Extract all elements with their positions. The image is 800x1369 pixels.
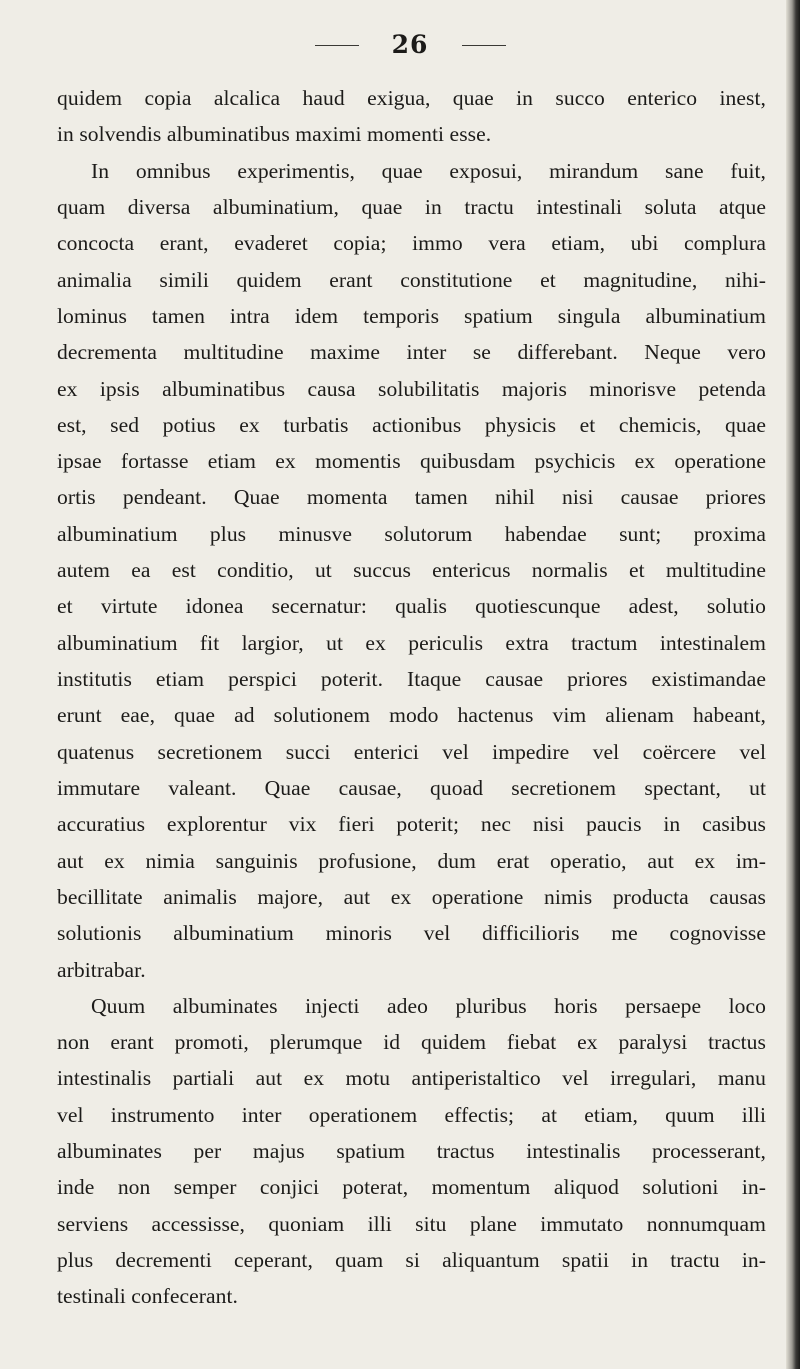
text-line: est, sed potius ex turbatis actionibus physicis et chemicis, quae	[57, 412, 766, 437]
text-line: autem ea est conditio, ut succus entericus normalis et multitudine	[57, 558, 766, 583]
header-rule-right	[462, 45, 506, 46]
text-line: albuminatium plus minusve solutorum habendae sunt; proxima	[57, 521, 766, 546]
header-rule-left	[315, 45, 359, 46]
text-line: vel instrumento inter operationem effectis; at etiam, quum illi	[57, 1102, 766, 1127]
text-line: non erant promoti, plerumque id quidem fiebat ex paralysi tractus	[57, 1030, 766, 1055]
text-line: concocta erant, evaderet copia; immo vera etiam, ubi complura	[57, 231, 766, 256]
text-line: ipsae fortasse etiam ex momentis quibusdam psychicis ex operatione	[57, 449, 766, 474]
text-line: quam diversa albuminatium, quae in tractu intestinali soluta atque	[57, 194, 766, 219]
text-line: quatenus secretionem succi enterici vel impedire vel coërcere vel	[57, 739, 766, 764]
text-line: lominus tamen intra idem temporis spatium singula albuminatium	[57, 303, 766, 328]
text-line: decrementa multitudine maxime inter se differebant. Neque vero	[57, 340, 766, 365]
text-line: albuminates per majus spatium tractus intestinalis processerant,	[57, 1139, 766, 1164]
text-line: ex ipsis albuminatibus causa solubilitatis majoris minorisve petenda	[57, 376, 766, 401]
text-line: quidem copia alcalica haud exigua, quae in succo enterico inest,	[57, 86, 766, 110]
text-line: et virtute idonea secernatur: qualis quotiescunque adest, solutio	[57, 594, 766, 619]
text-line: inde non semper conjici poterat, momentum aliquod solutioni in-	[57, 1175, 766, 1200]
text-line: Quum albuminates injecti adeo pluribus horis persaepe loco	[91, 993, 766, 1018]
text-line: serviens accessisse, quoniam illi situ plane immutato nonnumquam	[57, 1211, 766, 1236]
text-line: solutionis albuminatium minoris vel difficilioris me cognovisse	[57, 921, 766, 946]
text-line: aut ex nimia sanguinis profusione, dum erat operatio, aut ex im-	[57, 848, 766, 873]
text-line: testinali confecerant.	[57, 1284, 238, 1309]
body-text	[57, 80, 766, 1315]
text-line: erunt eae, quae ad solutionem modo hactenus vim alienam habeant,	[57, 703, 766, 728]
text-line: animalia simili quidem erant constitutione et magnitudine, nihi-	[57, 267, 766, 292]
text-line: albuminatium fit largior, ut ex periculis extra tractum intestinalem	[57, 630, 766, 655]
text-line: plus decrementi ceperant, quam si aliquantum spatii in tractu in-	[57, 1248, 766, 1272]
text-line: arbitrabar.	[57, 957, 146, 982]
text-line: becillitate animalis majore, aut ex operatione nimis producta causas	[57, 884, 766, 909]
page-header	[0, 28, 800, 62]
text-line: intestinalis partiali aut ex motu antiperistaltico vel irregulari, manu	[57, 1066, 766, 1091]
page-edge-shadow	[786, 0, 800, 1369]
text-line: institutis etiam perspici poterit. Itaque causae priores existimandae	[57, 667, 766, 691]
page-number: 26	[391, 30, 429, 59]
text-line: in solvendis albuminatibus maximi momenti esse.	[57, 122, 492, 147]
text-line: ortis pendeant. Quae momenta tamen nihil nisi causae priores	[57, 485, 766, 510]
text-line: In omnibus experimentis, quae exposui, mirandum sane fuit,	[91, 158, 766, 183]
text-line: immutare valeant. Quae causae, quoad secretionem spectant, ut	[57, 775, 766, 800]
text-line: accuratius explorentur vix fieri poterit; nec nisi paucis in casibus	[57, 812, 766, 837]
